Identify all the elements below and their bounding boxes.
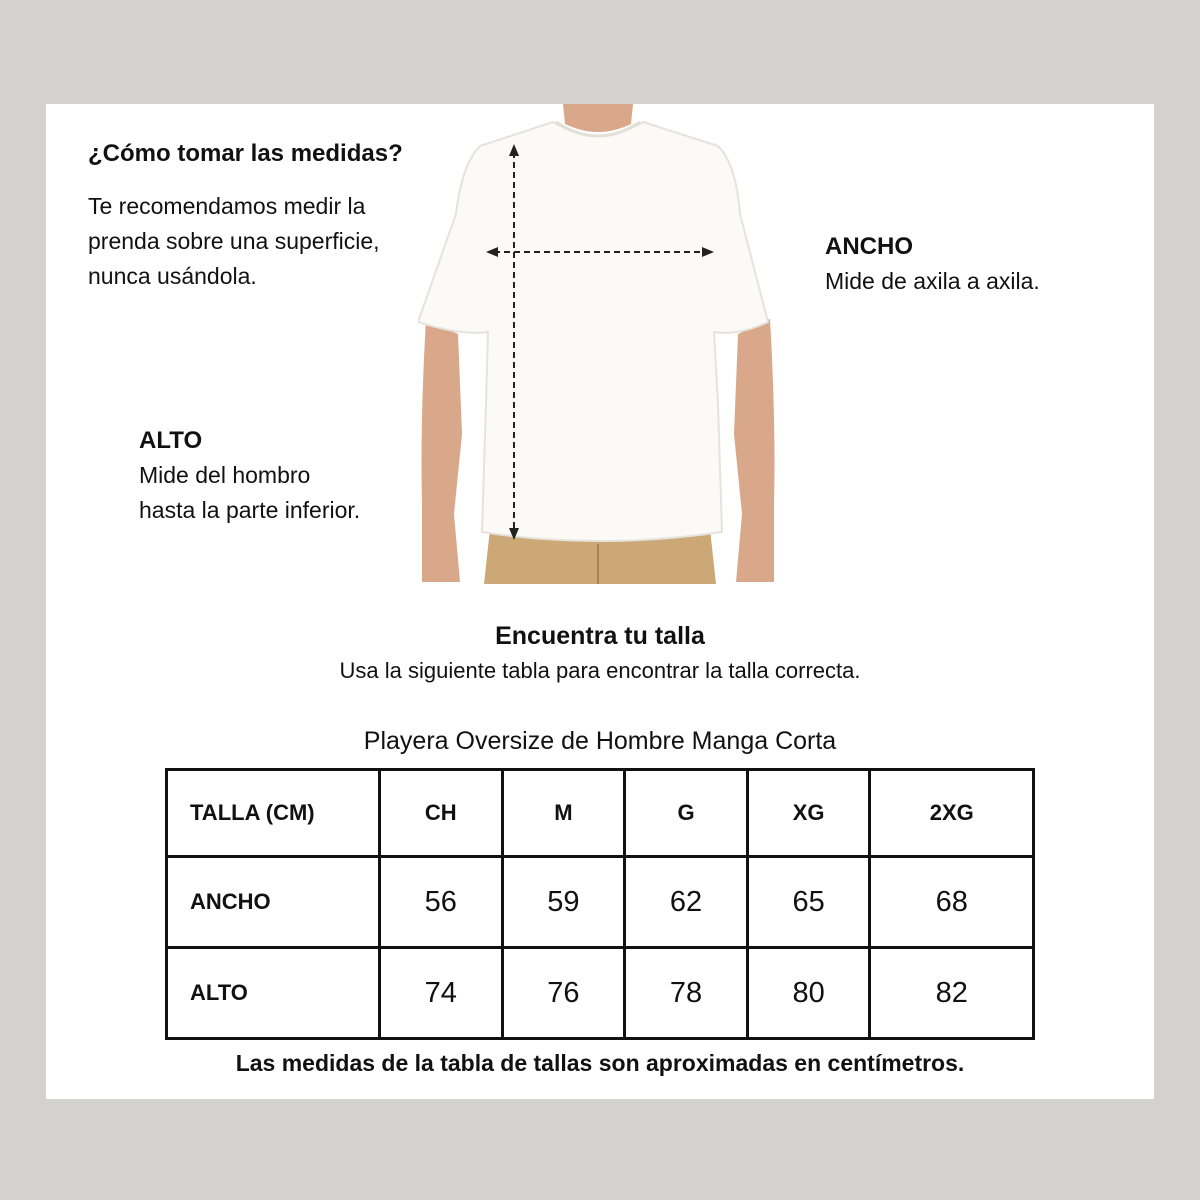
find-title: Encuentra tu talla bbox=[495, 622, 705, 650]
how-to-title: ¿Cómo tomar las medidas? bbox=[88, 140, 403, 167]
tshirt-illustration bbox=[418, 104, 778, 584]
table-row bbox=[167, 948, 1034, 1039]
alto-line: Mide del hombro bbox=[139, 462, 311, 488]
size-guide-card bbox=[46, 104, 1154, 1099]
table-cell: 78 bbox=[625, 948, 748, 1039]
table-cell: 82 bbox=[870, 948, 1034, 1039]
ancho-title: ANCHO bbox=[825, 233, 913, 260]
tshirt-model-image bbox=[418, 104, 778, 584]
how-to-line: Te recomendamos medir la bbox=[88, 193, 366, 219]
table-caption: Playera Oversize de Hombre Manga Corta bbox=[363, 727, 837, 755]
table-cell: 59 bbox=[502, 857, 625, 948]
table-cell: 74 bbox=[380, 948, 503, 1039]
row-label: ALTO bbox=[167, 948, 380, 1039]
how-to-line: nunca usándola. bbox=[88, 263, 257, 289]
table-cell: 68 bbox=[870, 857, 1034, 948]
how-to-text bbox=[88, 189, 380, 294]
table-cell: 65 bbox=[747, 857, 870, 948]
alto-text bbox=[139, 458, 360, 528]
ancho-text: Mide de axila a axila. bbox=[825, 268, 1040, 294]
table-header-cell: G bbox=[625, 770, 748, 857]
table-cell: 76 bbox=[502, 948, 625, 1039]
how-to-line: prenda sobre una superficie, bbox=[88, 228, 380, 254]
row-label: ANCHO bbox=[167, 857, 380, 948]
table-header-row bbox=[167, 770, 1034, 857]
table-header-cell: XG bbox=[747, 770, 870, 857]
size-table bbox=[165, 768, 1035, 1040]
alto-line: hasta la parte inferior. bbox=[139, 497, 361, 523]
alto-title: ALTO bbox=[139, 427, 203, 454]
table-header-cell: TALLA (CM) bbox=[167, 770, 380, 857]
table-row bbox=[167, 857, 1034, 948]
table-cell: 80 bbox=[747, 948, 870, 1039]
table-header-cell: CH bbox=[380, 770, 503, 857]
table-cell: 62 bbox=[625, 857, 748, 948]
footnote: Las medidas de la tabla de tallas son aproximadas en centímetros. bbox=[235, 1050, 965, 1076]
table-header-cell: 2XG bbox=[870, 770, 1034, 857]
table-cell: 56 bbox=[380, 857, 503, 948]
table-header-cell: M bbox=[502, 770, 625, 857]
find-subtitle: Usa la siguiente tabla para encontrar la talla correcta. bbox=[339, 658, 861, 683]
